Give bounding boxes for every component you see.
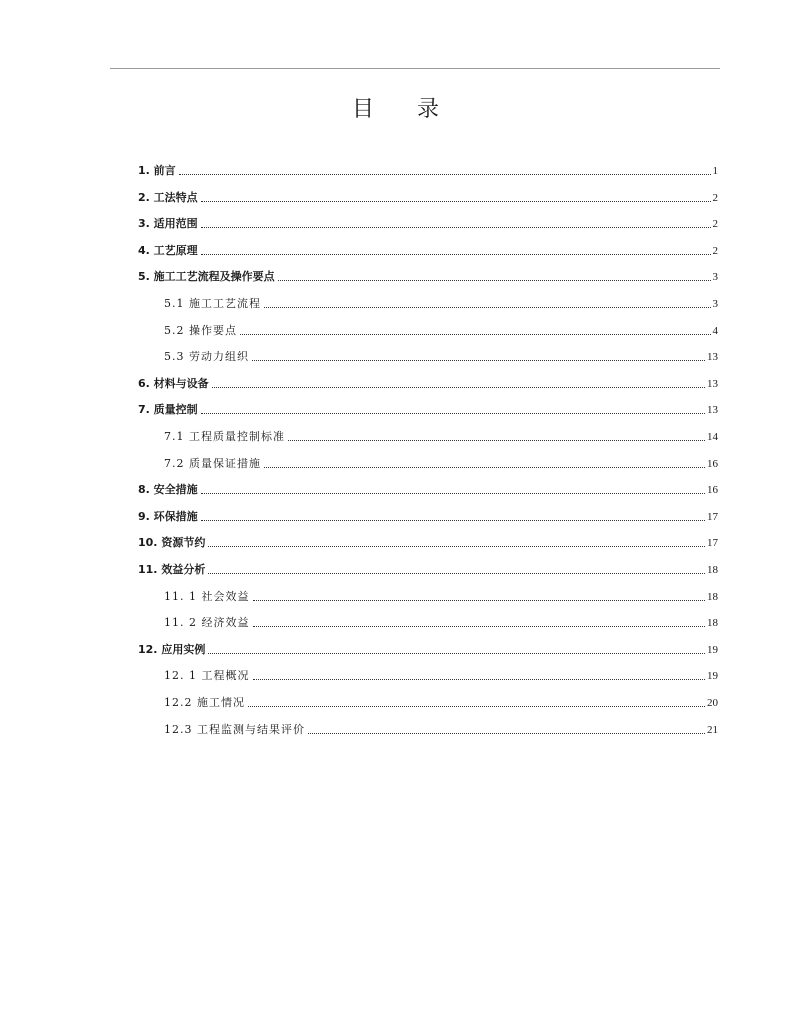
- toc-entry[interactable]: [164, 346, 718, 364]
- toc-entry-label: 10. 资源节约: [138, 536, 206, 550]
- toc-dot-leader: [308, 733, 705, 734]
- toc-dot-leader: [252, 360, 705, 361]
- toc-entry-page-number: 20: [707, 697, 718, 709]
- toc-entry[interactable]: [164, 293, 718, 311]
- toc-entry-page-number: 18: [707, 564, 718, 576]
- toc-entry[interactable]: [138, 479, 718, 497]
- toc-entry-label: 5.1 施工工艺流程: [164, 297, 261, 310]
- toc-entry-label: 7.1 工程质量控制标准: [164, 430, 285, 443]
- toc-entry[interactable]: [164, 692, 718, 710]
- toc-entry-page-number: 19: [707, 670, 718, 683]
- toc-entry-label: 4. 工艺原理: [138, 243, 198, 257]
- toc-entry-page-number: 2: [712, 191, 718, 204]
- toc-entry-page-number: 18: [707, 617, 718, 630]
- toc-entry-label: 12. 应用实例: [138, 642, 206, 656]
- toc-entry-label: 8. 安全措施: [138, 483, 198, 497]
- toc-entry[interactable]: [164, 586, 718, 604]
- toc-dot-leader: [201, 254, 711, 255]
- toc-entry[interactable]: [138, 639, 718, 657]
- toc-entry[interactable]: [138, 240, 718, 258]
- toc-entry[interactable]: [138, 506, 718, 524]
- toc-dot-leader: [288, 440, 705, 441]
- toc-dot-leader: [264, 467, 705, 468]
- toc-entry[interactable]: [138, 399, 718, 417]
- toc-entry-page-number: 4: [712, 324, 718, 337]
- toc-dot-leader: [201, 413, 705, 414]
- toc-entry-page-number: 21: [707, 723, 718, 736]
- toc-entry[interactable]: [164, 453, 718, 471]
- toc-dot-leader: [253, 626, 706, 627]
- toc-dot-leader: [208, 546, 705, 547]
- toc-entry-label: 11. 效益分析: [138, 563, 206, 576]
- toc-entry[interactable]: [164, 665, 718, 683]
- toc-dot-leader: [212, 387, 705, 388]
- toc-dot-leader: [208, 653, 705, 654]
- toc-entry[interactable]: [164, 320, 718, 338]
- toc-entry-page-number: 13: [707, 377, 718, 390]
- toc-entry-label: 5.2 操作要点: [164, 323, 237, 337]
- toc-dot-leader: [201, 493, 705, 494]
- toc-entry-page-number: 18: [707, 590, 718, 603]
- toc-entry-page-number: 2: [712, 218, 718, 231]
- toc-dot-leader: [253, 679, 706, 680]
- toc-entry[interactable]: [164, 719, 718, 737]
- toc-entry-page-number: 16: [707, 484, 718, 497]
- toc-entry-label: 5.3 劳动力组织: [164, 350, 249, 364]
- toc-dot-leader: [278, 280, 711, 281]
- toc-entry-page-number: 1: [712, 165, 718, 177]
- toc-entry-label: 9. 环保措施: [138, 509, 198, 523]
- toc-entry-page-number: 3: [712, 271, 718, 284]
- toc-entry-label: 11. 2 经济效益: [164, 616, 250, 630]
- toc-entry-label: 1. 前言: [138, 164, 176, 177]
- toc-dot-leader: [201, 227, 711, 228]
- toc-entry-label: 7.2 质量保证措施: [164, 456, 261, 470]
- toc-entry-page-number: 19: [707, 643, 718, 656]
- toc-entry-page-number: 13: [707, 351, 718, 364]
- toc-entry-label: 7. 质量控制: [138, 403, 198, 417]
- toc-entry-page-number: 14: [707, 431, 718, 443]
- toc-entry-page-number: 2: [712, 244, 718, 257]
- toc-entry-label: 2. 工法特点: [138, 190, 198, 204]
- toc-entry[interactable]: [138, 532, 718, 550]
- toc-dot-leader: [240, 334, 711, 335]
- toc-entry-page-number: 13: [707, 404, 718, 417]
- toc-entry-label: 6. 材料与设备: [138, 376, 209, 390]
- toc-entry[interactable]: [164, 426, 718, 444]
- toc-entry[interactable]: [138, 160, 718, 178]
- toc-entry-page-number: 3: [712, 298, 718, 310]
- toc-entry-label: 12. 1 工程概况: [164, 669, 250, 683]
- header-rule: [110, 68, 720, 69]
- toc-dot-leader: [248, 706, 705, 707]
- toc-entry[interactable]: [138, 187, 718, 205]
- toc-entry-label: 3. 适用范围: [138, 217, 198, 231]
- toc-entry[interactable]: [164, 612, 718, 630]
- toc-dot-leader: [208, 573, 705, 574]
- page-title: 目 录: [352, 97, 457, 122]
- toc-entry-page-number: 17: [707, 510, 718, 523]
- toc-entry-label: 12.2 施工情况: [164, 696, 245, 709]
- toc-entry-label: 12.3 工程监测与结果评价: [164, 722, 305, 736]
- toc-entry[interactable]: [138, 559, 718, 577]
- toc-entry-label: 5. 施工工艺流程及操作要点: [138, 270, 275, 284]
- toc-entry[interactable]: [138, 213, 718, 231]
- toc-entry-page-number: 16: [707, 457, 718, 470]
- toc-entry-label: 11. 1 社会效益: [164, 589, 250, 603]
- toc-dot-leader: [201, 520, 705, 521]
- toc-entry[interactable]: [138, 266, 718, 284]
- toc-dot-leader: [201, 201, 711, 202]
- toc-entry[interactable]: [138, 373, 718, 391]
- toc-dot-leader: [253, 600, 706, 601]
- toc-dot-leader: [179, 174, 711, 175]
- toc-dot-leader: [264, 307, 711, 308]
- toc-entry-page-number: 17: [707, 537, 718, 550]
